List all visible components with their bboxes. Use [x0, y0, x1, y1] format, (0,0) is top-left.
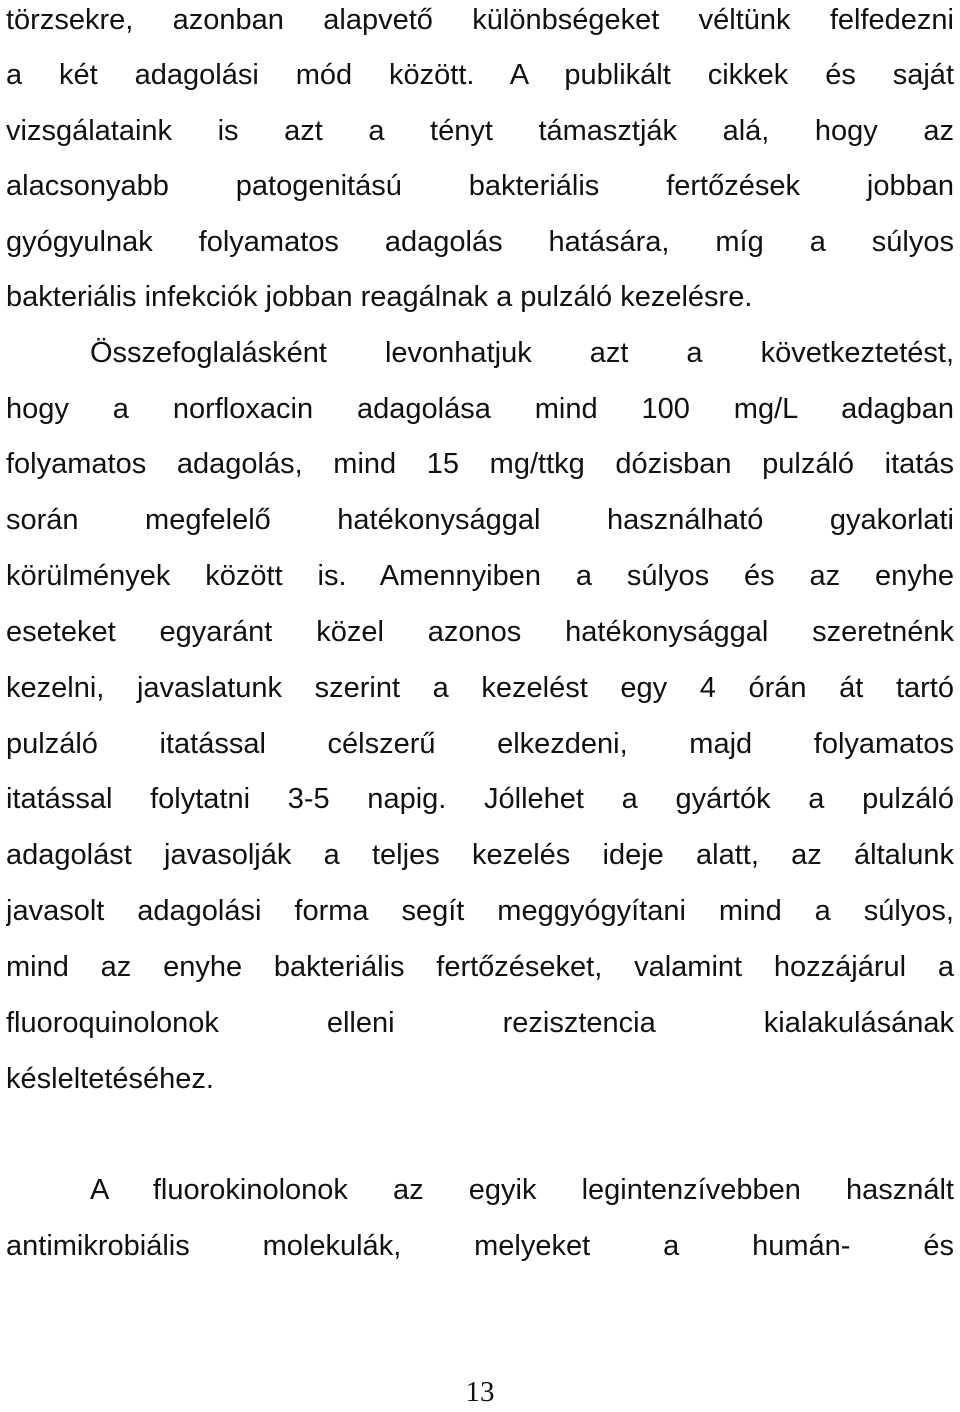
text-line: eseteket egyaránt közel azonos hatékonysággal szeretnénk	[6, 616, 954, 648]
text-line: itatással folytatni 3-5 napig. Jóllehet a gyártók a pulzáló	[6, 783, 954, 815]
text-line: antimikrobiális molekulák, melyeket a humán- és	[6, 1230, 954, 1262]
text-line: gyógyulnak folyamatos adagolás hatására, míg a súlyos	[6, 226, 954, 258]
text-line: bakteriális infekciók jobban reagálnak a pulzáló kezelésre.	[6, 281, 753, 313]
text-line: körülmények között is. Amennyiben a súlyos és az enyhe	[6, 560, 954, 592]
text-line: Összefoglalásként levonhatjuk azt a következtetést,	[90, 337, 954, 369]
text-line: késleltetéséhez.	[6, 1063, 214, 1095]
text-line: mind az enyhe bakteriális fertőzéseket, valamint hozzájárul a	[6, 951, 954, 983]
text-line: kezelni, javaslatunk szerint a kezelést egy 4 órán át tartó	[6, 672, 954, 704]
text-line: folyamatos adagolás, mind 15 mg/ttkg dózisban pulzáló itatás	[6, 448, 954, 480]
text-line: pulzáló itatással célszerű elkezdeni, majd folyamatos	[6, 728, 954, 760]
text-line: vizsgálataink is azt a tényt támasztják alá, hogy az	[6, 115, 954, 147]
text-line: törzsekre, azonban alapvető különbségeket véltünk felfedezni	[6, 4, 954, 36]
text-line: javasolt adagolási forma segít meggyógyítani mind a súlyos,	[6, 895, 954, 927]
text-line: a két adagolási mód között. A publikált cikkek és saját	[6, 59, 954, 91]
text-line: adagolást javasolják a teljes kezelés ideje alatt, az általunk	[6, 839, 954, 871]
text-line: fluoroquinolonok elleni rezisztencia kialakulásának	[6, 1007, 954, 1039]
page-number: 13	[465, 1376, 495, 1408]
text-line: hogy a norfloxacin adagolása mind 100 mg/L adagban	[6, 393, 954, 425]
text-line: A fluorokinolonok az egyik legintenzívebben használt	[90, 1174, 954, 1206]
text-line: alacsonyabb patogenitású bakteriális fertőzések jobban	[6, 170, 954, 202]
text-line: során megfelelő hatékonysággal használható gyakorlati	[6, 504, 954, 536]
